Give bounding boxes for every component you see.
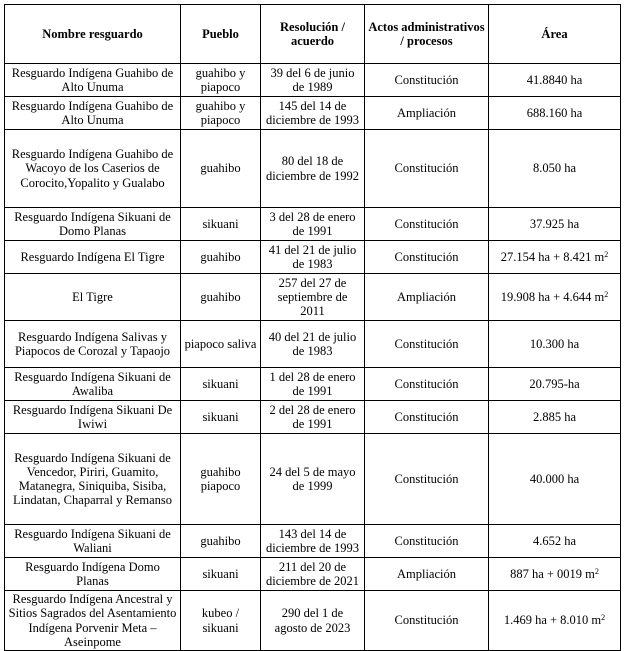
cell-area	[489, 274, 621, 321]
cell-area	[489, 525, 621, 558]
area-unit-exponent: 2	[594, 566, 599, 576]
cell-acto: Ampliación	[365, 558, 489, 591]
cell-pueblo: kubeo / sikuani	[181, 591, 261, 651]
cell-pueblo: guahibo y piapoco	[181, 97, 261, 130]
area-value: 4.652 ha	[532, 533, 577, 548]
header-row	[5, 5, 621, 64]
cell-nombre: Resguardo Indígena Salivas y Piapocos de Corozal y Tapaojo	[5, 321, 181, 368]
cell-pueblo: piapoco saliva	[181, 321, 261, 368]
table-body	[5, 64, 621, 651]
cell-area	[489, 97, 621, 130]
area-value: 887 ha + 0019 m	[510, 566, 595, 581]
cell-area	[489, 591, 621, 651]
cell-acto: Constitución	[365, 208, 489, 241]
cell-acto: Constitución	[365, 241, 489, 274]
cell-nombre: Resguardo Indígena Sikuani de Awaliba	[5, 368, 181, 401]
cell-resolucion: 143 del 14 de diciembre de 1993	[261, 525, 365, 558]
area-value: 37.925 ha	[529, 216, 580, 231]
cell-pueblo: sikuani	[181, 368, 261, 401]
cell-pueblo: guahibo y piapoco	[181, 64, 261, 97]
cell-pueblo: sikuani	[181, 401, 261, 434]
area-value: 40.000 ha	[529, 471, 580, 486]
cell-pueblo: guahibo piapoco	[181, 434, 261, 525]
cell-acto: Constitución	[365, 368, 489, 401]
cell-acto: Constitución	[365, 130, 489, 208]
table-row	[5, 97, 621, 130]
cell-resolucion: 40 del 21 de julio de 1983	[261, 321, 365, 368]
cell-nombre: Resguardo Indígena El Tigre	[5, 241, 181, 274]
cell-resolucion: 1 del 28 de enero de 1991	[261, 368, 365, 401]
cell-area	[489, 208, 621, 241]
area-unit-exponent: 2	[604, 249, 609, 259]
cell-pueblo: guahibo	[181, 241, 261, 274]
area-value: 20.795-ha	[529, 376, 580, 391]
table-row	[5, 368, 621, 401]
cell-area	[489, 64, 621, 97]
cell-nombre: Resguardo Indígena Guahibo de Alto Unuma	[5, 97, 181, 130]
area-unit-exponent: 2	[601, 613, 606, 623]
resguardos-table	[4, 4, 621, 651]
table-row	[5, 241, 621, 274]
cell-acto: Constitución	[365, 525, 489, 558]
cell-area	[489, 321, 621, 368]
cell-acto: Ampliación	[365, 97, 489, 130]
cell-resolucion: 39 del 6 de junio de 1989	[261, 64, 365, 97]
cell-acto: Constitución	[365, 591, 489, 651]
area-value: 8.050 ha	[532, 161, 577, 176]
cell-nombre: Resguardo Indígena Sikuani de Vencedor, Piriri, Guamito, Matanegra, Siniquiba, Sisiba, Lindatan, Chaparral y Remanso	[5, 434, 181, 525]
cell-acto: Constitución	[365, 64, 489, 97]
table-row	[5, 434, 621, 525]
cell-resolucion: 3 del 28 de enero de 1991	[261, 208, 365, 241]
cell-resolucion: 290 del 1 de agosto de 2023	[261, 591, 365, 651]
cell-resolucion: 211 del 20 de diciembre de 2021	[261, 558, 365, 591]
table-row	[5, 274, 621, 321]
header-resolucion: Resolución / acuerdo	[261, 5, 365, 64]
cell-nombre: Resguardo Indígena Sikuani De Iwiwi	[5, 401, 181, 434]
cell-area	[489, 558, 621, 591]
cell-pueblo: sikuani	[181, 558, 261, 591]
header-pueblo: Pueblo	[181, 5, 261, 64]
cell-nombre: Resguardo Indígena Ancestral y Sitios Sagrados del Asentamiento Indígena Porvenir Meta – Aseinpome	[5, 591, 181, 651]
table-row	[5, 64, 621, 97]
cell-area	[489, 401, 621, 434]
cell-resolucion: 257 del 27 de septiembre de 2011	[261, 274, 365, 321]
cell-nombre: Resguardo Indígena Sikuani de Waliani	[5, 525, 181, 558]
area-value: 41.8840 ha	[526, 72, 583, 87]
cell-nombre: Resguardo Indígena Sikuani de Domo Planas	[5, 208, 181, 241]
cell-area	[489, 130, 621, 208]
cell-resolucion: 41 del 21 de julio de 1983	[261, 241, 365, 274]
area-value: 2.885 ha	[532, 409, 577, 424]
header-nombre: Nombre resguardo	[5, 5, 181, 64]
table-row	[5, 401, 621, 434]
cell-acto: Constitución	[365, 321, 489, 368]
cell-pueblo: guahibo	[181, 525, 261, 558]
table-row	[5, 130, 621, 208]
cell-area	[489, 434, 621, 525]
cell-pueblo: sikuani	[181, 208, 261, 241]
table-row	[5, 525, 621, 558]
cell-resolucion: 80 del 18 de diciembre de 1992	[261, 130, 365, 208]
cell-pueblo: guahibo	[181, 130, 261, 208]
area-unit-exponent: 2	[604, 289, 609, 299]
area-value: 10.300 ha	[529, 336, 580, 351]
cell-resolucion: 2 del 28 de enero de 1991	[261, 401, 365, 434]
cell-area	[489, 241, 621, 274]
cell-nombre: Resguardo Indígena Guahibo de Alto Unuma	[5, 64, 181, 97]
table-row	[5, 558, 621, 591]
area-value: 19.908 ha + 4.644 m	[500, 289, 605, 304]
cell-acto: Constitución	[365, 434, 489, 525]
cell-acto: Ampliación	[365, 274, 489, 321]
cell-resolucion: 24 del 5 de mayo de 1999	[261, 434, 365, 525]
cell-nombre: Resguardo Indígena Guahibo de Wacoyo de los Caserios de Corocito,Yopalito y Gualabo	[5, 130, 181, 208]
area-value: 27.154 ha + 8.421 m	[500, 249, 605, 264]
cell-acto: Constitución	[365, 401, 489, 434]
table-row	[5, 321, 621, 368]
cell-nombre: Resguardo Indígena Domo Planas	[5, 558, 181, 591]
cell-nombre: El Tigre	[5, 274, 181, 321]
cell-resolucion: 145 del 14 de diciembre de 1993	[261, 97, 365, 130]
cell-area	[489, 368, 621, 401]
table-row	[5, 208, 621, 241]
cell-pueblo: guahibo	[181, 274, 261, 321]
table-row	[5, 591, 621, 651]
area-value: 688.160 ha	[526, 105, 583, 120]
header-area: Área	[489, 5, 621, 64]
area-value: 1.469 ha + 8.010 m	[503, 613, 602, 628]
header-actos: Actos administrativos / procesos	[365, 5, 489, 64]
